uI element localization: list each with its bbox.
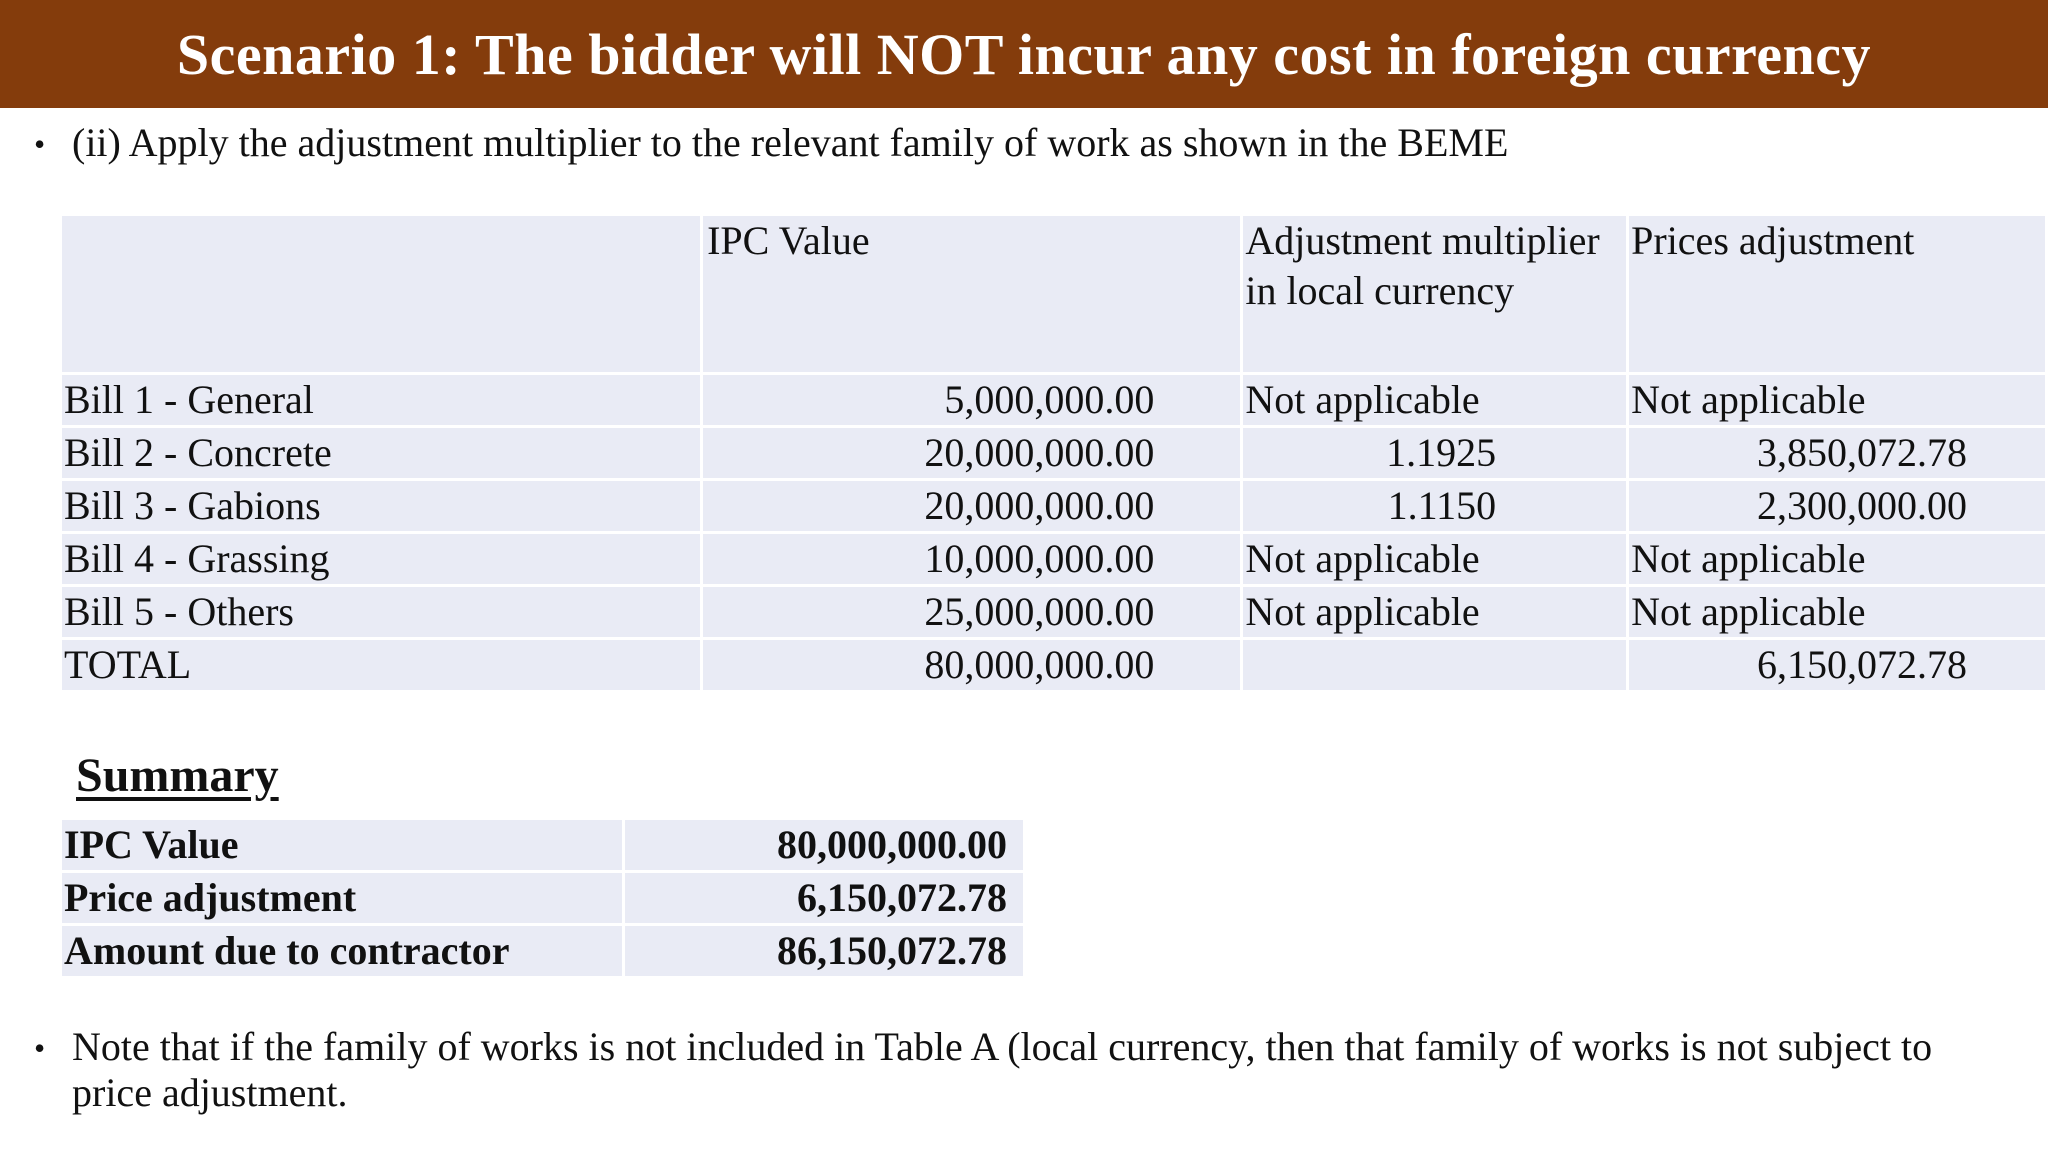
header-ipc-value: IPC Value [702,216,1242,374]
bill-cell: Bill 3 - Gabions [62,480,702,533]
bullet-dot: • [34,1030,46,1066]
summary-label: Price adjustment [62,872,624,925]
multiplier-cell: 1.1150 [1242,480,1628,533]
bullet-dot: • [34,126,46,162]
summary-row [62,820,1025,872]
total-multiplier-cell [1242,639,1628,692]
header-adjustment-multiplier [1242,216,1628,374]
summary-label: IPC Value [62,820,624,872]
bullet-note-text: Note that if the family of works is not included in Table A (local currency, then that family of works is not subject to price adjustment. [72,1024,1933,1115]
ipc-cell: 20,000,000.00 [702,427,1242,480]
table-row [62,427,2047,480]
bullet-instruction [34,120,2014,168]
summary-row [62,925,1025,978]
total-label-cell: TOTAL [62,639,702,692]
bill-cell: Bill 4 - Grassing [62,533,702,586]
ipc-cell: 5,000,000.00 [702,374,1242,427]
total-ipc-cell: 80,000,000.00 [702,639,1242,692]
summary-row [62,872,1025,925]
header-multiplier-line-1: Adjustment multiplier [1245,218,1600,263]
table-row [62,533,2047,586]
table-total-row [62,639,2047,692]
multiplier-cell: Not applicable [1242,586,1628,639]
bullet-instruction-text: (ii) Apply the adjustment multiplier to the relevant family of work as shown in the BEME [72,120,1509,165]
total-adjustment-cell: 6,150,072.78 [1628,639,2047,692]
adjustment-cell: Not applicable [1628,374,2047,427]
multiplier-cell: 1.1925 [1242,427,1628,480]
multiplier-cell: Not applicable [1242,533,1628,586]
table-row [62,374,2047,427]
ipc-cell: 10,000,000.00 [702,533,1242,586]
summary-value: 80,000,000.00 [624,820,1025,872]
summary-heading: Summary [76,749,279,802]
header-multiplier-line-2: in local currency [1245,268,1515,313]
summary-value: 6,150,072.78 [624,872,1025,925]
bill-cell: Bill 1 - General [62,374,702,427]
bill-cell: Bill 5 - Others [62,586,702,639]
bullet-note [34,1024,1974,1116]
summary-table [62,820,1026,979]
adjustment-cell: 2,300,000.00 [1628,480,2047,533]
header-prices-adjustment: Prices adjustment [1628,216,2047,374]
summary-value: 86,150,072.78 [624,925,1025,978]
slide-title: Scenario 1: The bidder will NOT incur any cost in foreign currency [176,21,1872,87]
price-adjustment-table [62,216,2048,693]
adjustment-cell: 3,850,072.78 [1628,427,2047,480]
ipc-cell: 20,000,000.00 [702,480,1242,533]
header-empty-cell [62,216,702,374]
adjustment-cell: Not applicable [1628,533,2047,586]
adjustment-cell: Not applicable [1628,586,2047,639]
table-row [62,480,2047,533]
bill-cell: Bill 2 - Concrete [62,427,702,480]
multiplier-cell: Not applicable [1242,374,1628,427]
ipc-cell: 25,000,000.00 [702,586,1242,639]
title-bar [0,0,2048,108]
table-header-row [62,216,2047,374]
table-row [62,586,2047,639]
summary-label: Amount due to contractor [62,925,624,978]
